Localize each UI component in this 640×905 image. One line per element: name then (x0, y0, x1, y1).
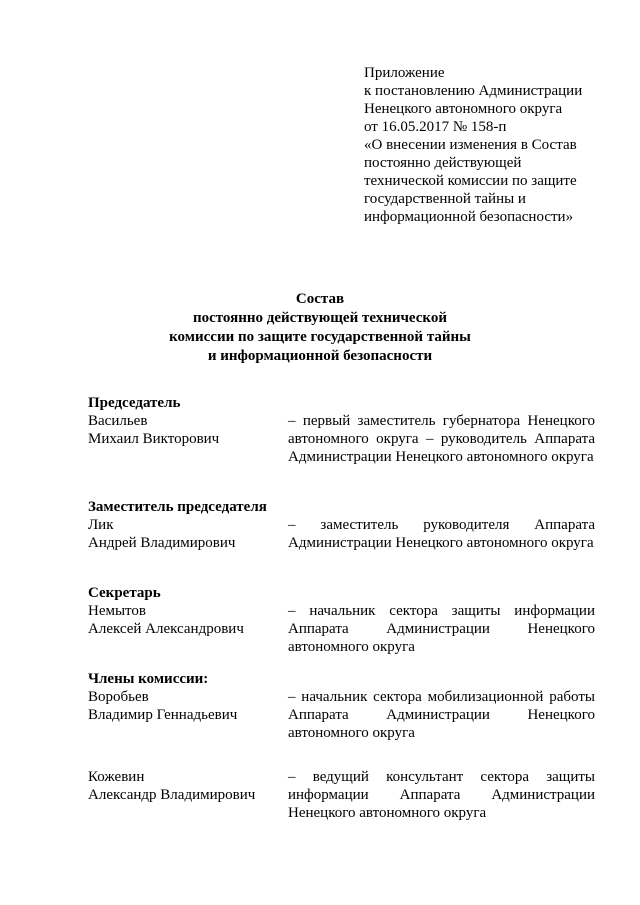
section-chairman (88, 394, 598, 466)
member-given-name: Михаил Викторович (88, 431, 220, 447)
appendix-line: информационной безопасности» (364, 209, 574, 225)
section-secretary (88, 584, 598, 656)
member-given-name: Владимир Геннадьевич (88, 707, 238, 723)
member-role: – первый заместитель губернатора Ненецкого автономного округа – руководитель Аппарата Администрации Ненецкого автономного округа (288, 413, 595, 465)
member-entry (88, 768, 598, 822)
member-entry (88, 516, 598, 552)
member-name (88, 516, 278, 552)
member-role: – ведущий консультант сектора защиты информации Аппарата Администрации Ненецкого автономного округа (288, 769, 595, 821)
appendix-line: «О внесении изменения в Состав (364, 137, 577, 153)
member-surname: Немытов (88, 603, 147, 619)
member-entry (88, 412, 598, 466)
section-heading: Члены комиссии: (88, 671, 209, 687)
member-surname: Воробьев (88, 689, 149, 705)
member-name (88, 688, 278, 724)
member-name (88, 768, 278, 804)
member-surname: Кожевин (88, 769, 145, 785)
appendix-line: к постановлению Администрации (364, 83, 583, 99)
appendix-line: государственной тайны и (364, 191, 526, 207)
section-heading: Председатель (88, 395, 181, 411)
document-title (0, 290, 640, 366)
section-heading: Заместитель председателя (88, 499, 267, 515)
member-surname: Васильев (88, 413, 148, 429)
title-line: Состав (295, 291, 345, 307)
title-line: комиссии по защите государственной тайны (169, 329, 471, 345)
appendix-line: от 16.05.2017 № 158-п (364, 119, 507, 135)
appendix-line: Ненецкого автономного округа (364, 101, 563, 117)
member-role: – начальник сектора мобилизационной работы Аппарата Администрации Ненецкого автономного округа (288, 689, 595, 741)
title-line: и информационной безопасности (207, 348, 433, 364)
section-heading: Секретарь (88, 585, 161, 601)
member-name (88, 412, 278, 448)
member-given-name: Александр Владимирович (88, 787, 256, 803)
member-given-name: Андрей Владимирович (88, 535, 236, 551)
member-surname: Лик (88, 517, 114, 533)
appendix-line: постоянно действующей (364, 155, 522, 171)
appendix-block (364, 64, 624, 226)
appendix-line: технической комиссии по защите (364, 173, 577, 189)
section-members (88, 670, 598, 822)
member-role: – заместитель руководителя Аппарата Администрации Ненецкого автономного округа (288, 517, 595, 551)
section-deputy-chairman (88, 498, 598, 552)
member-given-name: Алексей Александрович (88, 621, 244, 637)
member-role: – начальник сектора защиты информации Аппарата Администрации Ненецкого автономного округа (288, 603, 595, 655)
appendix-line: Приложение (364, 65, 445, 81)
title-line: постоянно действующей технической (192, 310, 448, 326)
member-entry (88, 602, 598, 656)
member-name (88, 602, 278, 638)
member-entry (88, 688, 598, 742)
